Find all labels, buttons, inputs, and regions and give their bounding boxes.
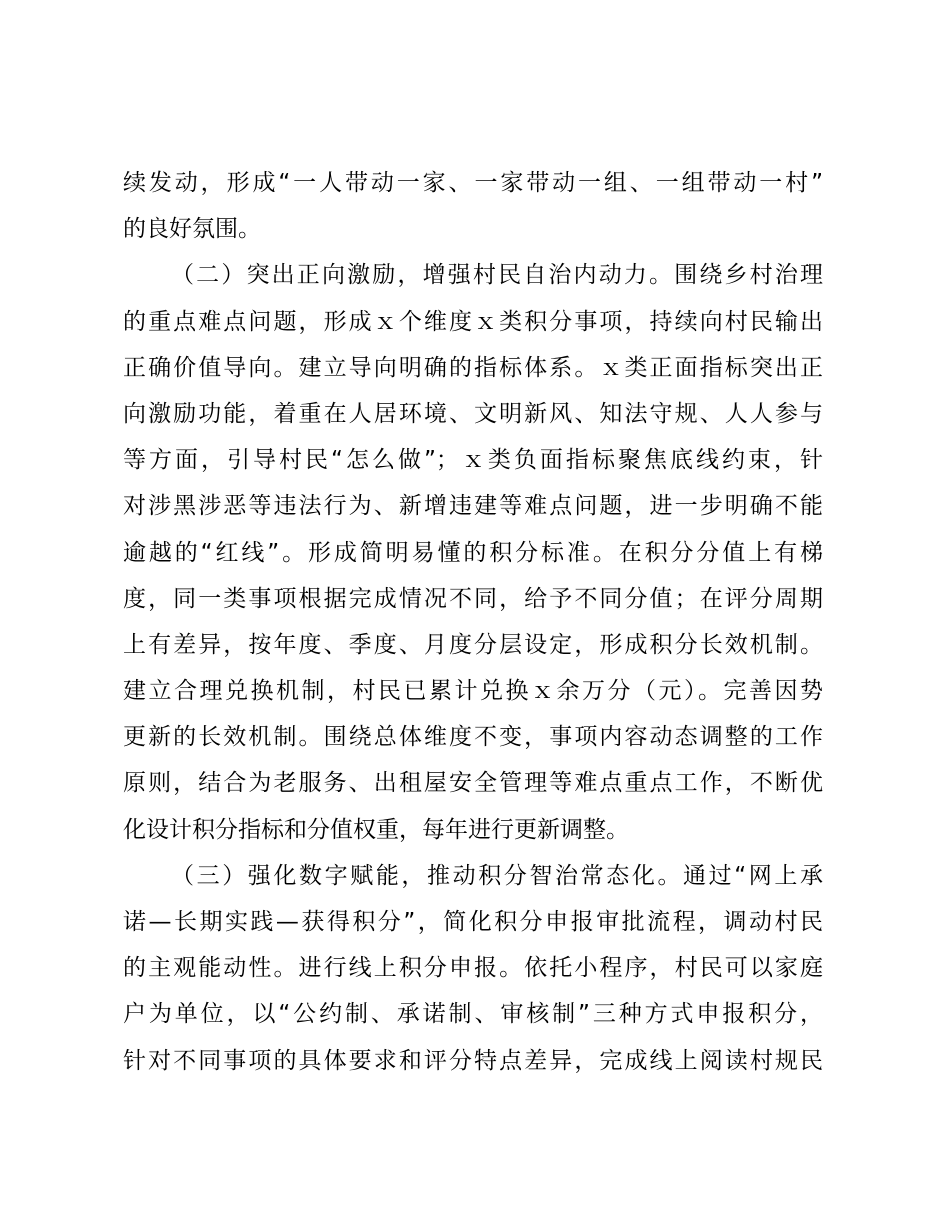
- text-line: 建立合理兑换机制，村民已累计兑换ｘ余万分（元）。完善因势: [123, 678, 823, 705]
- text-line: 的重点难点问题，形成ｘ个维度ｘ类积分事项，持续向村民输出: [123, 308, 823, 335]
- text-line: 续发动，形成“一人带动一家、一家带动一组、一组带动一村”: [123, 170, 823, 196]
- text-line: 对涉黑涉恶等违法行为、新增违建等难点问题，进一步明确不能: [123, 493, 823, 520]
- text-line: （二）突出正向激励，增强村民自治内动力。围绕乡村治理: [171, 262, 823, 289]
- text-line: 原则，结合为老服务、出租屋安全管理等难点重点工作，不断优: [123, 770, 823, 797]
- document-body: [123, 160, 823, 1084]
- text-line: 针对不同事项的具体要求和评分特点差异，完成线上阅读村规民: [123, 1047, 823, 1074]
- text-line: 逾越的“红线”。形成简明易懂的积分标准。在积分分值上有梯: [123, 539, 823, 566]
- text-line: 化设计积分指标和分值权重，每年进行更新调整。: [123, 816, 629, 843]
- text-line: 正确价值导向。建立导向明确的指标体系。ｘ类正面指标突出正: [123, 354, 823, 381]
- text-line: 更新的长效机制。围绕总体维度不变，事项内容动态调整的工作: [123, 724, 823, 751]
- text-line: 的良好氛围。: [123, 216, 261, 243]
- text-line: 等方面，引导村民“怎么做”；ｘ类负面指标聚焦底线约束，针: [123, 447, 823, 474]
- text-line: 上有差异，按年度、季度、月度分层设定，形成积分长效机制。: [123, 631, 823, 658]
- text-line: 诺—长期实践—获得积分”，简化积分申报审批流程，调动村民: [123, 909, 823, 935]
- text-line: 度，同一类事项根据完成情况不同，给予不同分值；在评分周期: [123, 585, 823, 612]
- text-line: （三）强化数字赋能，推动积分智治常态化。通过“网上承: [171, 862, 823, 889]
- text-line: 的主观能动性。进行线上积分申报。依托小程序，村民可以家庭: [123, 955, 823, 982]
- text-line: 向激励功能，着重在人居环境、文明新风、知法守规、人人参与: [123, 400, 823, 427]
- text-line: 户为单位，以“公约制、承诺制、审核制”三种方式申报积分，: [123, 1001, 823, 1028]
